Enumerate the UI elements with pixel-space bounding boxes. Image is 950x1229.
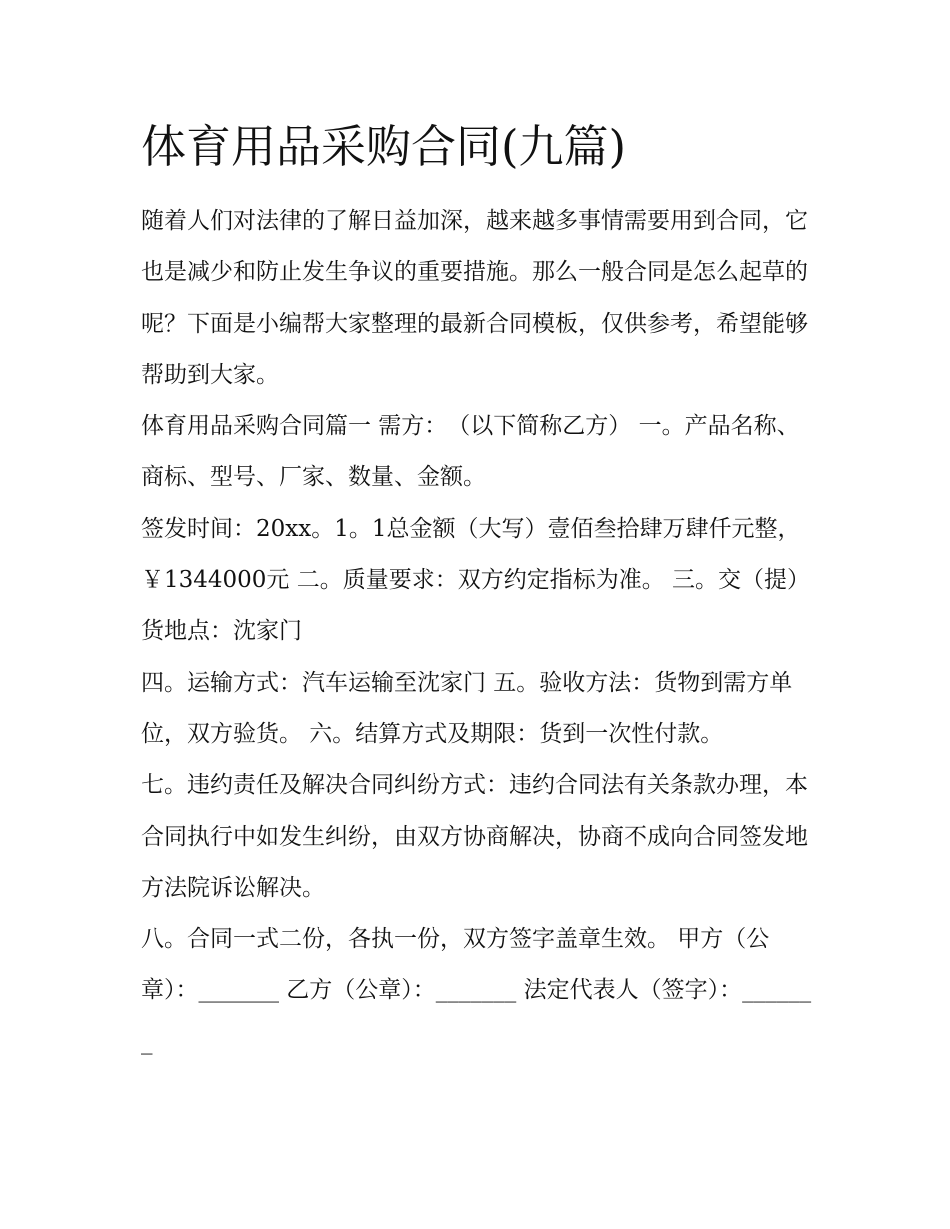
transport-inspection-payment-paragraph: 四。运输方式：汽车运输至沈家门 五。验收方法：货物到需方单位，双方验货。 六。结算方式及期限：货到一次性付款。: [141, 669, 793, 747]
document-body: [141, 118, 821, 1068]
intro-paragraph: 随着人们对法律的了解日益加深，越来越多事情需要用到合同，它也是减少和防止发生争议的重要措施。那么一般合同是怎么起草的呢？下面是小编帮大家整理的最新合同模板，仅供参考，希望能够帮助到大家。: [141, 208, 808, 388]
signature-paragraph: 八。合同一式二份，各执一份，双方签字盖章生效。 甲方（公章）：_______ 乙方（公章）：_______ 法定代表人（签字）：_______: [141, 926, 812, 1055]
amount-quality-delivery-paragraph: 签发时间：20xx。1。1总金额（大写）壹佰叁拾肆万肆仟元整，￥1344000元 二。质量要求：双方约定指标为准。 三。交（提）货地点：沈家门: [141, 515, 811, 645]
liability-dispute-paragraph: 七。违约责任及解决合同纠纷方式：违约合同法有关条款办理，本合同执行中如发生纠纷，由双方协商解决，协商不成向合同签发地方法院诉讼解决。: [141, 772, 808, 901]
contract-heading-paragraph: 体育用品采购合同篇一 需方： （以下简称乙方） 一。产品名称、商标、型号、厂家、数量、金额。: [141, 413, 800, 491]
document-title: 体育用品采购合同(九篇): [141, 120, 627, 173]
